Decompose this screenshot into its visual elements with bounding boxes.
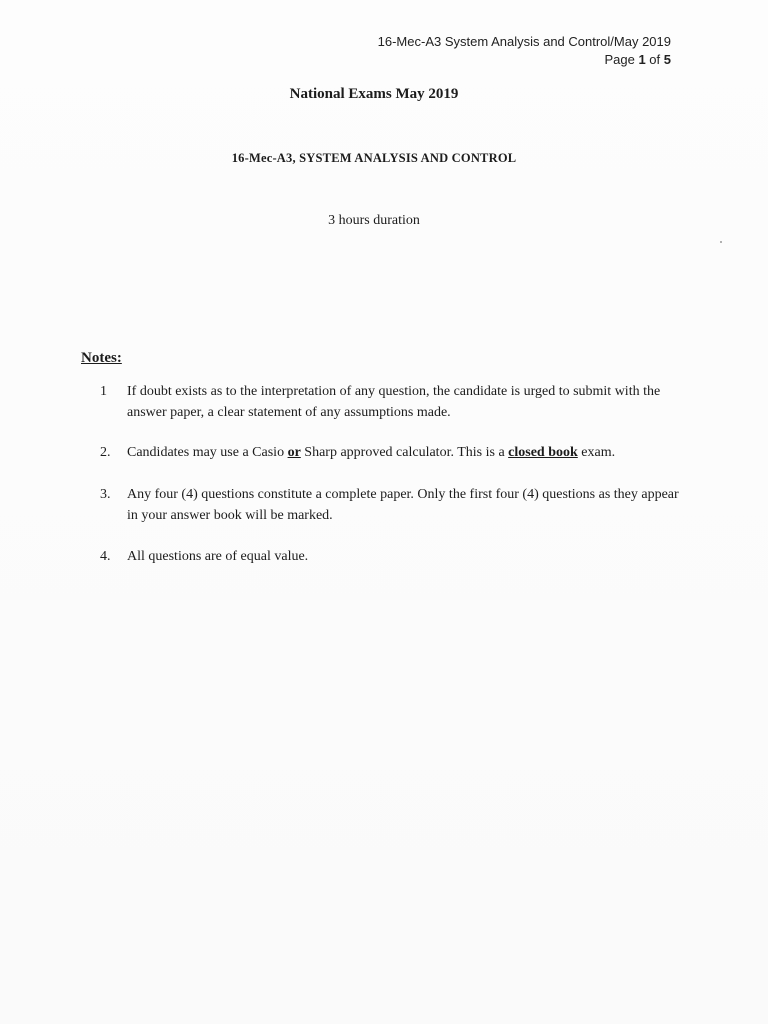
note-text: [127, 442, 680, 463]
note-text-start: Candidates may use a Casio: [127, 445, 285, 460]
emphasis-or: or: [287, 445, 301, 460]
note-item: [100, 381, 680, 423]
note-item: [100, 442, 680, 463]
note-text-middle: Sharp approved calculator. This is a: [304, 445, 505, 460]
page-total: 5: [663, 52, 671, 67]
page-of: of: [649, 52, 661, 67]
notes-heading: Notes:: [81, 350, 122, 366]
course-line: 16-Mec-A3 System Analysis and Control/May 2019: [377, 34, 671, 49]
page-prefix: Page: [604, 52, 635, 67]
course-title: 16-Mec-A3, SYSTEM ANALYSIS AND CONTROL: [231, 151, 517, 165]
note-text-end: exam.: [581, 445, 616, 460]
exam-duration: 3 hours duration: [328, 213, 420, 228]
note-number: 3.: [100, 487, 111, 502]
note-item: [100, 484, 680, 526]
scan-speck: [720, 241, 722, 243]
page-current: 1: [638, 52, 646, 67]
page-header: [378, 33, 671, 69]
note-item: [100, 546, 680, 567]
page-number: [378, 51, 671, 69]
note-number: 1: [100, 384, 107, 399]
exam-title: National Exams May 2019: [289, 86, 459, 102]
note-text: Any four (4) questions constitute a complete paper. Only the first four (4) questions as they appear in your answer book will be marked.: [127, 487, 679, 523]
note-text: All questions are of equal value.: [127, 549, 309, 564]
note-number: 2.: [100, 445, 111, 460]
note-text: If doubt exists as to the interpretation of any question, the candidate is urged to submit with the answer paper, a clear statement of any assumptions made.: [127, 384, 661, 420]
note-number: 4.: [100, 549, 111, 564]
emphasis-closed-book: closed book: [508, 445, 578, 460]
